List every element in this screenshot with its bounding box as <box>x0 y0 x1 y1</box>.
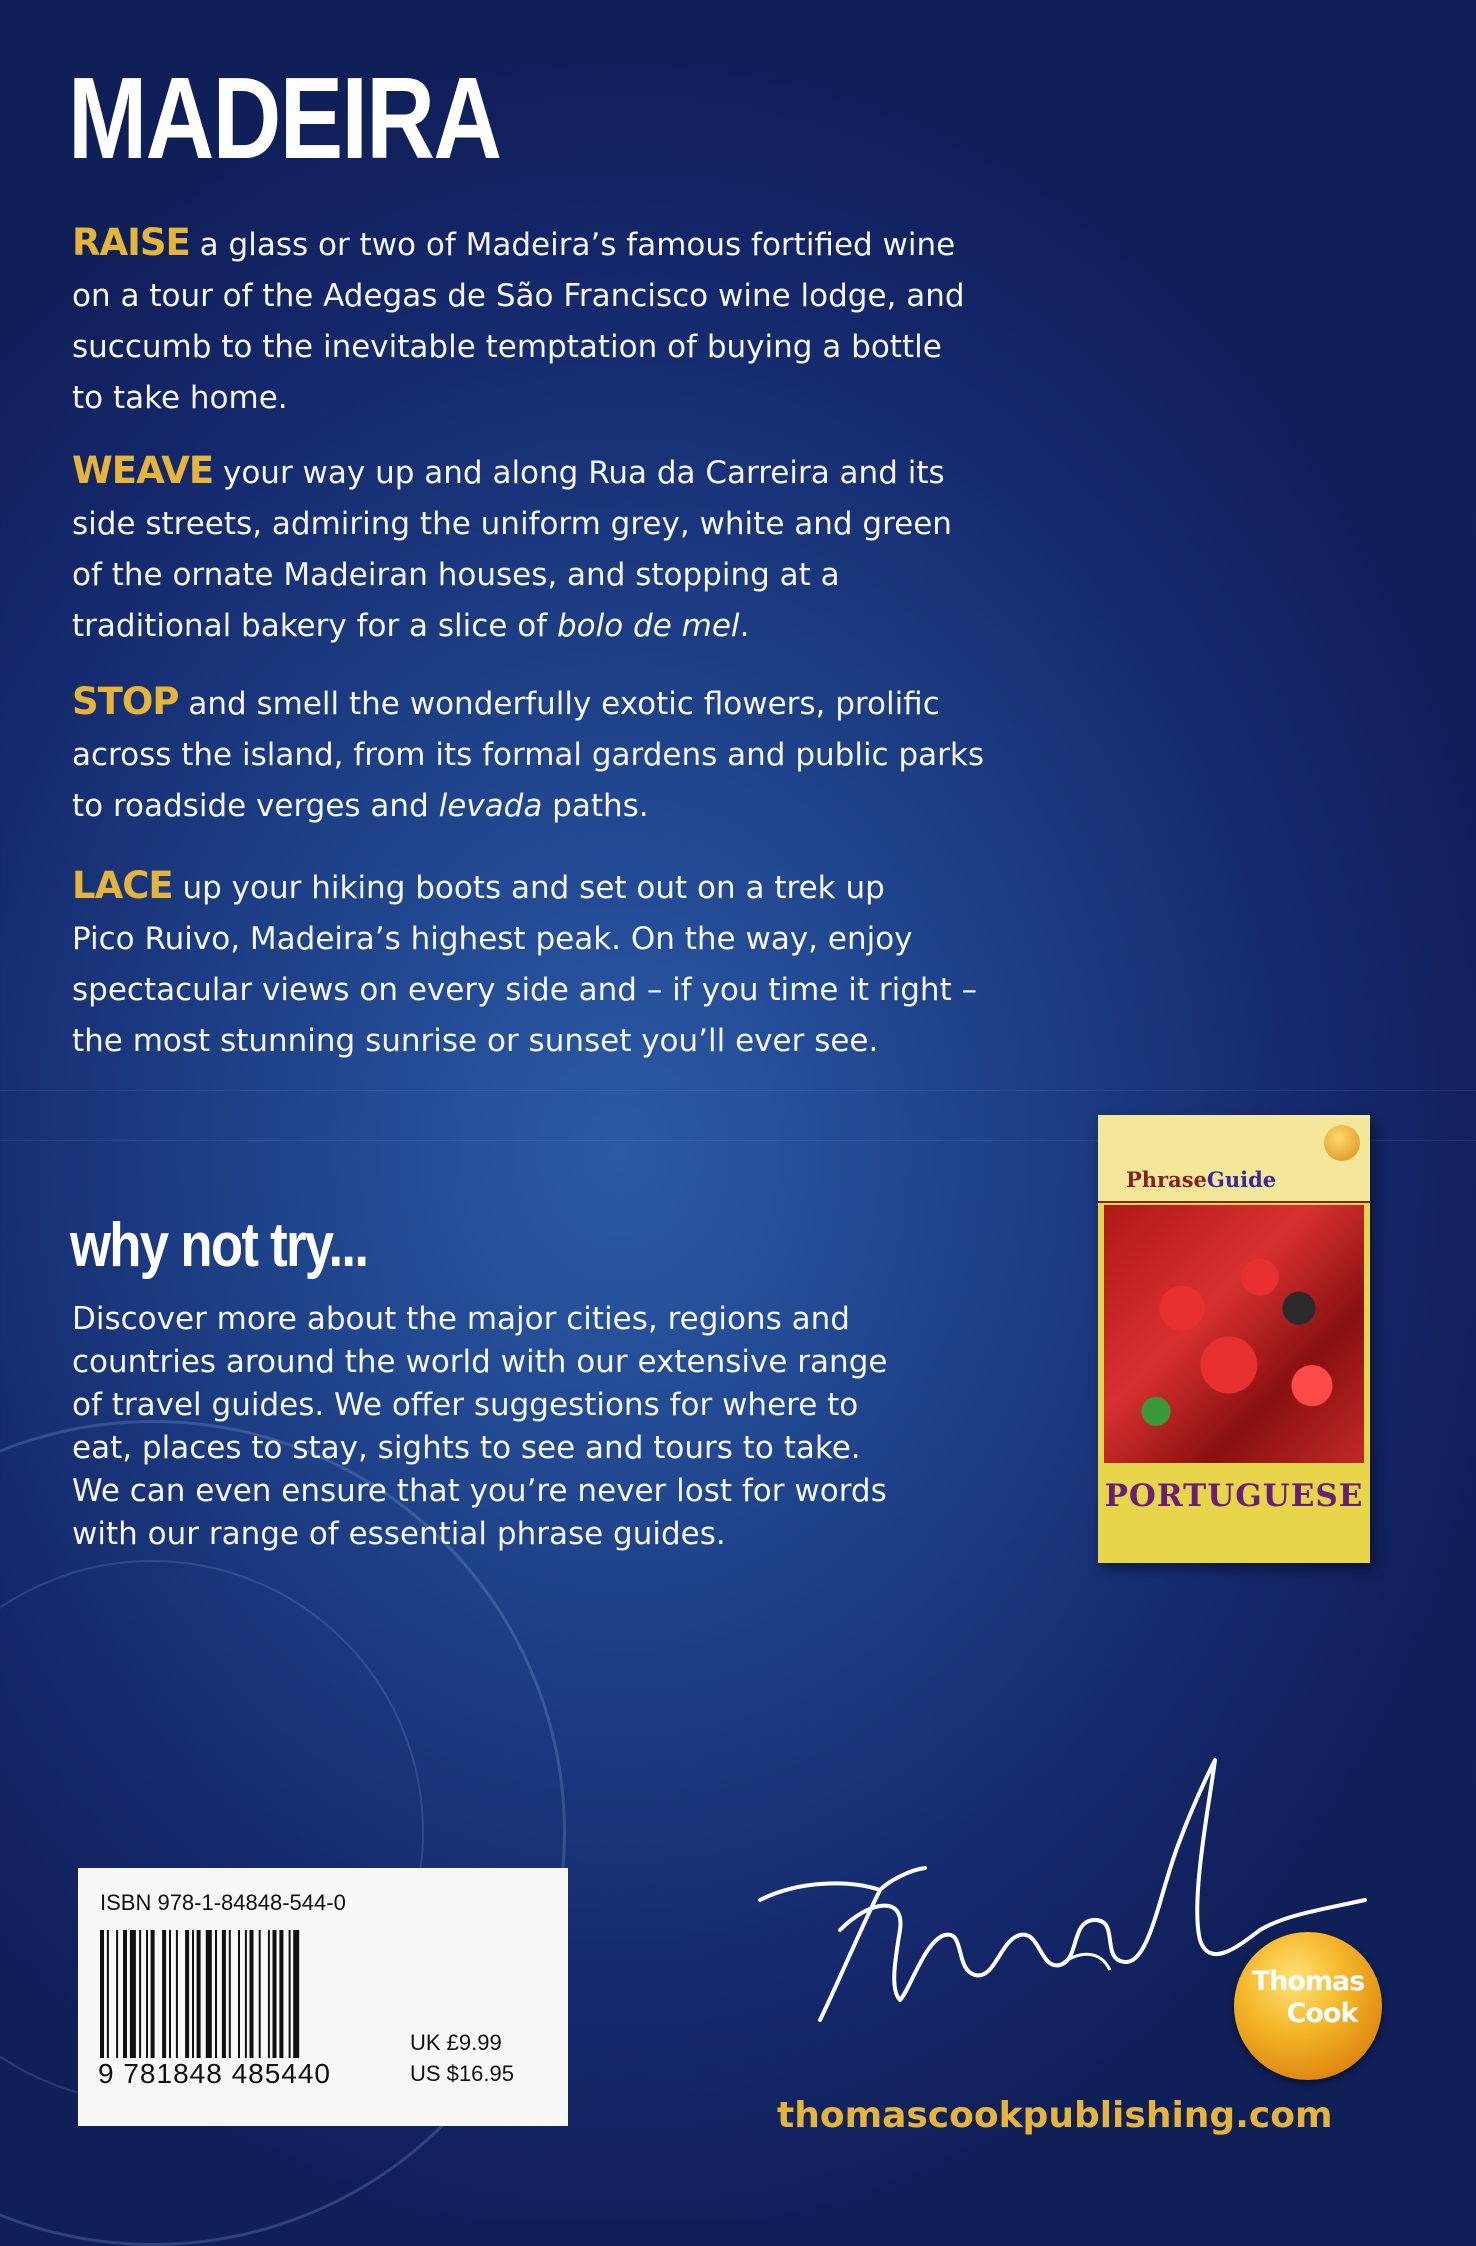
keyword-stop: STOP <box>72 680 179 723</box>
italic-term: levada <box>438 788 543 824</box>
isbn-text: ISBN 978-1-84848-544-0 <box>100 1890 346 1915</box>
keyword-weave: WEAVE <box>72 449 214 492</box>
thomas-cook-mini-logo-icon <box>1324 1125 1360 1161</box>
desc-line: countries around the world with our extensive range <box>72 1344 888 1380</box>
desc-line: eat, places to stay, sights to see and tours to take. <box>72 1430 861 1466</box>
italic-term: bolo de mel <box>556 608 740 644</box>
paragraph-lace <box>72 860 1032 1067</box>
para-line: a glass or two of Madeira’s famous fortified wine <box>189 227 956 263</box>
why-not-try-heading: why not try... <box>70 1211 368 1280</box>
para-line: to roadside verges and <box>72 788 439 824</box>
desc-line: of travel guides. We offer suggestions for where to <box>72 1387 859 1423</box>
para-line: spectacular views on every side and – if you time it right – <box>72 972 978 1008</box>
para-line: succumb to the inevitable temptation of buying a bottle <box>72 329 942 365</box>
desc-line: We can even ensure that you’re never lost for words <box>72 1473 887 1509</box>
map-line <box>0 1090 1476 1091</box>
para-line: side streets, admiring the uniform grey, white and green <box>72 506 952 542</box>
thomas-cook-logo <box>1234 1932 1382 2080</box>
para-tail: paths. <box>542 788 649 824</box>
para-line: on a tour of the Adegas de São Francisco wine lodge, and <box>72 278 965 314</box>
para-line: your way up and along Rua da Carreira and its <box>213 455 945 491</box>
para-line: to take home. <box>72 380 288 416</box>
keyword-raise: RAISE <box>72 221 190 264</box>
why-not-try-description <box>72 1298 1052 1556</box>
price-us: US $16.95 <box>410 2061 514 2086</box>
paragraph-weave <box>72 445 1032 652</box>
para-tail: . <box>739 608 750 644</box>
logo-line2: Cook <box>1286 1998 1358 2029</box>
para-line: of the ornate Madeiran houses, and stopping at a <box>72 557 840 593</box>
book-brand-b: Guide <box>1206 1167 1277 1192</box>
para-line: traditional bakery for a slice of <box>72 608 557 644</box>
barcode-digits: 9 781848 485440 <box>98 2058 331 2089</box>
price-uk: UK £9.99 <box>410 2030 502 2055</box>
cover-title: MADEIRA <box>68 53 501 183</box>
paragraph-raise <box>72 217 1032 424</box>
logo-line1: Thomas <box>1251 1966 1365 1997</box>
desc-line: Discover more about the major cities, regions and <box>72 1301 850 1337</box>
paragraph-stop <box>72 676 1032 832</box>
keyword-lace: LACE <box>72 864 173 907</box>
desc-line: with our range of essential phrase guides. <box>72 1516 726 1552</box>
book-language: PORTUGUESE <box>1104 1478 1364 1514</box>
website-url: thomascookpublishing.com <box>777 2095 1333 2136</box>
para-line: Pico Ruivo, Madeira’s highest peak. On the way, enjoy <box>72 921 913 957</box>
para-line: across the island, from its formal gardens and public parks <box>72 737 984 773</box>
para-line: and smell the wonderfully exotic flowers, prolific <box>178 686 940 722</box>
barcode-icon <box>100 1930 380 2058</box>
para-line: up your hiking boots and set out on a trek up <box>172 870 885 906</box>
phrase-guide-book-image <box>1098 1115 1370 1563</box>
book-brand-a: Phrase <box>1126 1167 1207 1192</box>
book-brand <box>1126 1167 1276 1192</box>
book-divider <box>1098 1201 1370 1203</box>
book-cover-photo <box>1104 1205 1364 1463</box>
barcode-panel <box>78 1868 568 2126</box>
para-line: the most stunning sunrise or sunset you’ll ever see. <box>72 1023 879 1059</box>
